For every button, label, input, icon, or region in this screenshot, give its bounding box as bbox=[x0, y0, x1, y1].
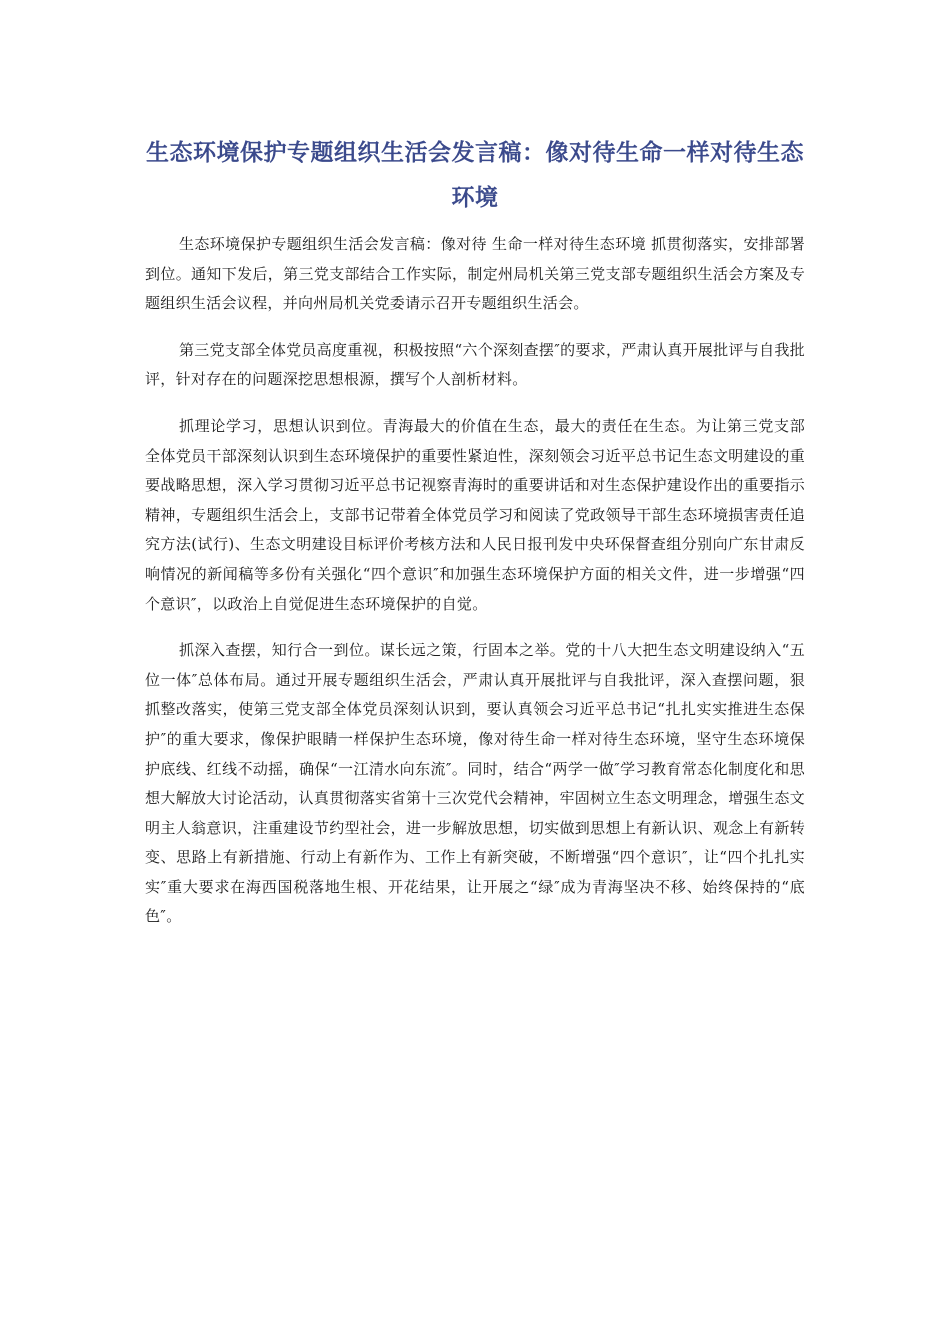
paragraph-4: 抓深入查摆，知行合一到位。谋长远之策，行固本之举。党的十八大把生态文明建设纳入“五位一体″总体布局。通过开展专题组织生活会，严肃认真开展批评与自我批评，深入查摆问题，狠抓整改落实，使第三党支部全体党员深刻认识到，要认真领会习近平总书记“扎扎实实推进生态保护″的重大要求，像保护眼睛一样保护生态环境，像对待生命一样对待生态环境，坚守生态环境保护底线、红线不动摇，确保“一江清水向东流″。同时，结合“两学一做″学习教育常态化制度化和思想大解放大讨论活动，认真贯彻落实省第十三次党代会精神，牢固树立生态文明理念，增强生态文明主人翁意识，注重建设节约型社会，进一步解放思想，切实做到思想上有新认识、观念上有新转变、思路上有新措施、行动上有新作为、工作上有新突破，不断增强“四个意识″，让“四个扎扎实实″重大要求在海西国税落地生根、开花结果，让开展之“绿″成为青海坚决不移、始终保持的“底色″。 bbox=[145, 641, 805, 926]
document-body bbox=[145, 230, 805, 949]
paragraph-2: 第三党支部全体党员高度重视，积极按照“六个深刻查摆″的要求，严肃认真开展批评与自我批评，针对存在的问题深挖思想根源，撰写个人剖析材料。 bbox=[145, 340, 805, 389]
paragraph-3: 抓理论学习，思想认识到位。青海最大的价值在生态，最大的责任在生态。为让第三党支部全体党员干部深刻认识到生态环境保护的重要性紧迫性，深刻领会习近平总书记生态文明建设的重要战略思想，深入学习贯彻习近平总书记视察青海时的重要讲话和对生态保护建设作出的重要指示精神，专题组织生活会上，支部书记带着全体党员学习和阅读了党政领导干部生态环境损害责任追究方法(试行)、生态文明建设目标评价考核方法和人民日报刊发中央环保督查组分别向广东甘肃反响情况的新闻稿等多份有关强化“四个意识″和加强生态环境保护方面的相关文件，进一步增强“四个意识″，以政治上自觉促进生态环境保护的自觉。 bbox=[145, 416, 805, 613]
paragraph-1: 生态环境保护专题组织生活会发言稿：像对待 生命一样对待生态环境 抓贯彻落实，安排部署到位。通知下发后，第三党支部结合工作实际，制定州局机关第三党支部专题组织生活会方案及专题组织生活会议程，并向州局机关党委请示召开专题组织生活会。 bbox=[145, 235, 805, 313]
document-title: 生态环境保护专题组织生活会发言稿：像对待生命一样对待生态环境 bbox=[146, 140, 804, 211]
